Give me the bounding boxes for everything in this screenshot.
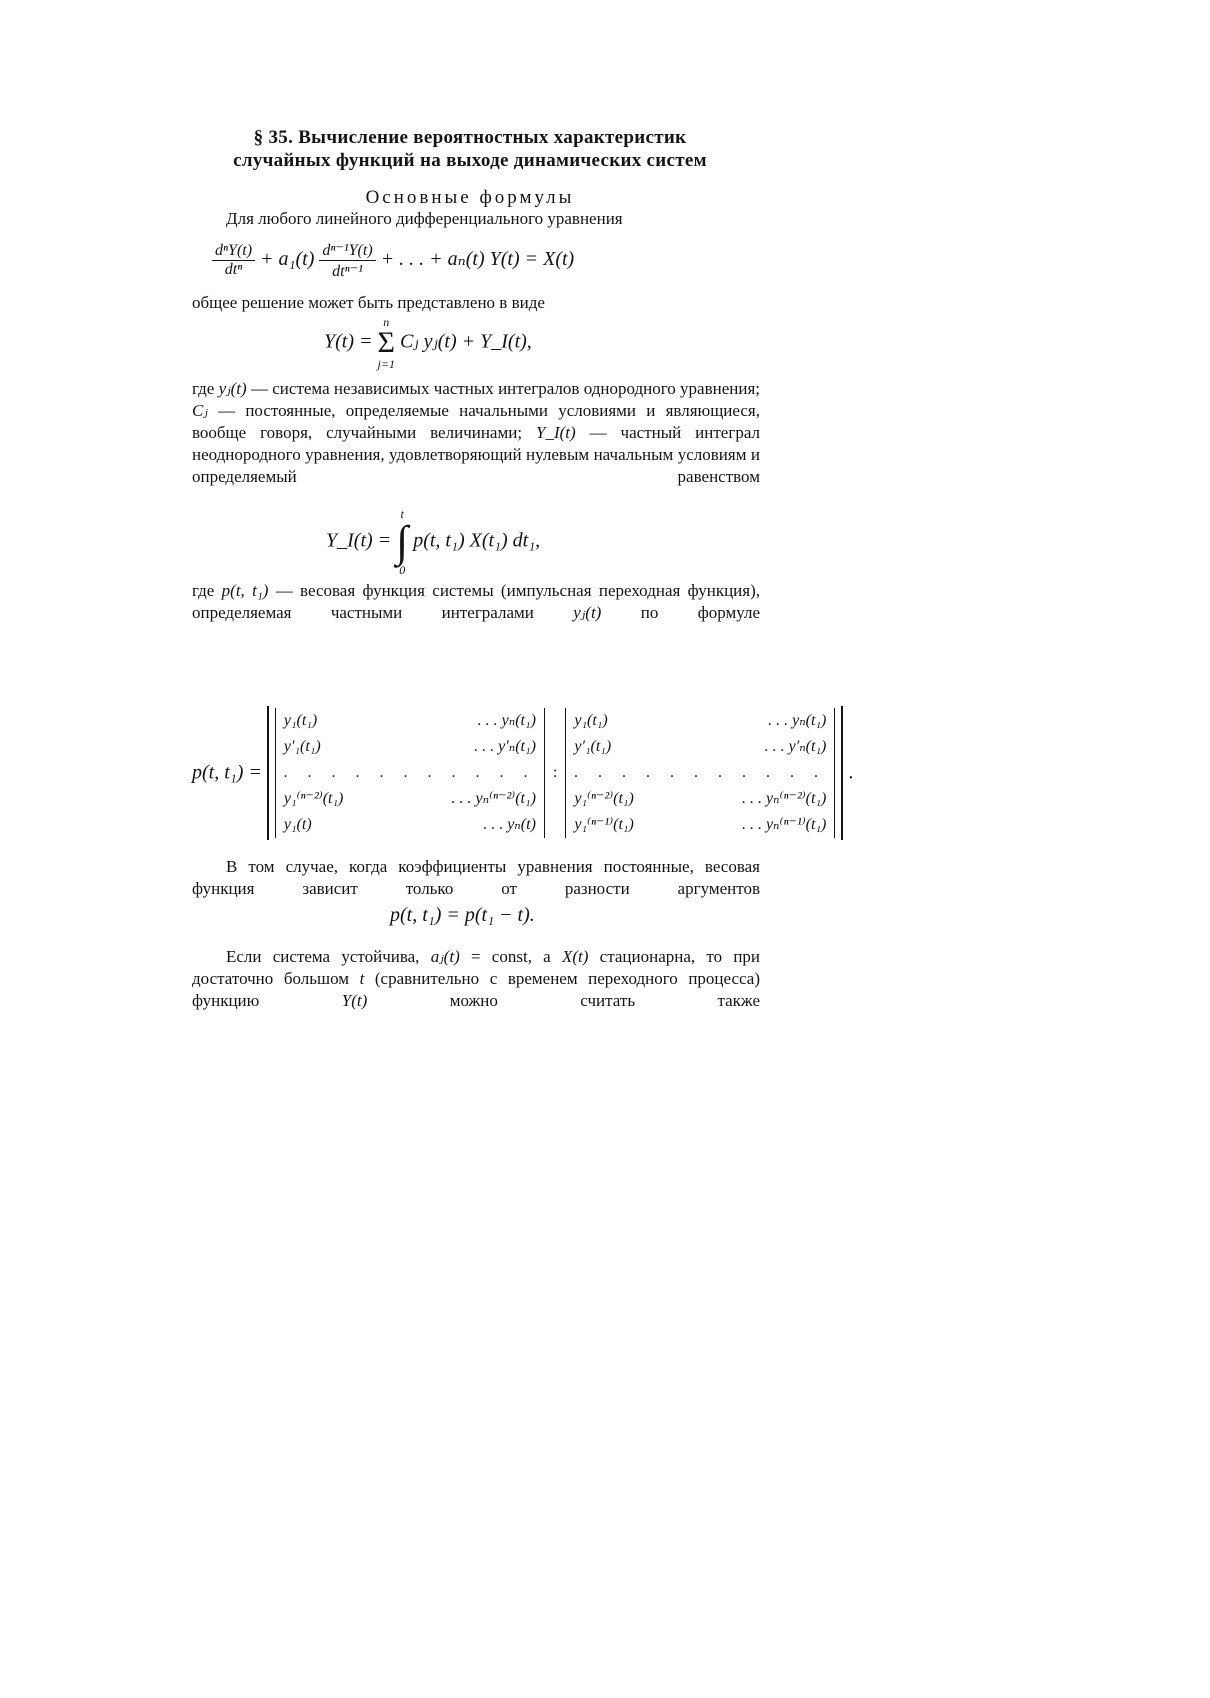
fraction-denominator: dtⁿ	[224, 261, 243, 278]
matrix-cell: y₁⁽ⁿ⁻¹⁾(t₁)	[574, 816, 634, 833]
inline-formula-cj: Cⱼ	[192, 401, 208, 420]
matrix-dots: . . . . . . . . . . .	[283, 764, 536, 781]
fraction-numerator: dⁿY(t)	[212, 242, 255, 261]
matrix-cell: y₁⁽ⁿ⁻²⁾(t₁)	[574, 790, 634, 807]
formula-argument-difference: p(t, t₁) = p(t₁ − t).	[390, 904, 535, 926]
integral-operator	[396, 508, 408, 576]
matrix-dots: . . . . . . . . . . .	[574, 764, 827, 781]
text-run: где	[192, 581, 215, 600]
inline-formula-t: t	[359, 969, 365, 988]
matrix-row	[574, 812, 826, 838]
fraction-numerator: dⁿ⁻¹Y(t)	[319, 240, 375, 261]
inline-formula-yi: Y_I(t)	[536, 423, 576, 442]
text-run: стационарна, то при достаточно большом	[192, 947, 761, 988]
ratio-bracket	[267, 706, 843, 840]
matrix-cell: y₁(t₁)	[283, 712, 318, 729]
matrix-cell: y₁(t₁)	[574, 712, 608, 729]
matrix-cell: . . . yₙ⁽ⁿ⁻²⁾(t₁)	[451, 790, 536, 807]
text-run: — система независимых частных интегралов однородного уравнения;	[250, 379, 760, 398]
integral-upper-limit: t	[400, 507, 404, 521]
fraction-term-1	[212, 242, 255, 279]
text-run: — весовая функция системы (импульсная переходная функция), определяемая частными интегралами	[192, 581, 761, 622]
matrix-row	[284, 708, 536, 734]
matrix-cell: . . . yₙ(t₁)	[768, 712, 827, 729]
determinant-denominator	[565, 708, 835, 838]
matrix-cell: y₁⁽ⁿ⁻²⁾(t₁)	[283, 790, 344, 807]
paragraph-general-solution: общее решение может быть представлено в виде	[192, 293, 545, 312]
ode-rest: + . . . + aₙ(t) Y(t) = X(t)	[380, 248, 575, 271]
ode-plus-a1: + a₁(t)	[260, 248, 315, 271]
integral-lhs: Y_I(t) =	[326, 529, 392, 552]
text-run: = const, а	[470, 947, 551, 966]
sum-upper-limit: n	[383, 315, 390, 329]
matrix-row	[284, 734, 536, 760]
inline-formula-x: X(t)	[561, 947, 589, 966]
section-heading	[180, 126, 760, 172]
fraction-denominator: dtⁿ⁻¹	[332, 263, 363, 280]
solution-rhs: Cⱼ yⱼ(t) + Y_I(t),	[399, 330, 532, 353]
text-run: по формуле	[640, 603, 761, 622]
inline-formula-yj: yⱼ(t)	[218, 379, 247, 398]
matrix-cell: y′₁(t₁)	[574, 738, 612, 755]
formula-particular-integral	[326, 508, 540, 576]
sigma-symbol: Σ	[377, 326, 395, 359]
subheading: Основные формулы	[365, 187, 575, 208]
matrix-row	[574, 734, 826, 760]
sum-lower-limit: j=1	[377, 357, 395, 371]
integral-rhs: p(t, t₁) X(t₁) dt₁,	[413, 529, 541, 552]
solution-lhs: Y(t) =	[324, 330, 373, 353]
matrix-cell: y′₁(t₁)	[283, 738, 321, 755]
sum-operator	[378, 316, 395, 370]
matrix-cell: . . . yₙ(t)	[483, 816, 536, 833]
inline-formula-yj: yⱼ(t)	[573, 603, 602, 622]
matrix-row	[574, 786, 826, 812]
inline-formula-p: p(t, t₁)	[221, 581, 269, 600]
section-heading-line-2: случайных функций на выходе динамических систем	[233, 150, 707, 171]
matrix-row	[284, 760, 536, 786]
paragraph-where-p	[192, 580, 760, 624]
text-run: — постоянные, определяемые начальными условиями и являющиеся, вообще говоря, случайными величинами;	[192, 401, 760, 442]
formula-general-solution	[324, 316, 532, 370]
matrix-row	[574, 708, 826, 734]
formula-weight-function	[192, 706, 853, 840]
text-run: где	[192, 379, 215, 398]
paragraph-where-y	[192, 378, 760, 488]
matrix-row	[284, 786, 536, 812]
paragraph-constant-case: В том случае, когда коэффициенты уравнения постоянные, весовая функция зависит только от разности аргументов	[192, 857, 760, 898]
ratio-divider: :	[552, 763, 558, 781]
text-run: Если система устойчива,	[226, 947, 420, 966]
matrix-cell: . . . yₙ(t₁)	[477, 712, 536, 729]
paragraph-intro: Для любого линейного дифференциального уравнения	[226, 209, 623, 228]
text-run: (сравнительно с временем переходного процесса) функцию	[192, 969, 760, 1010]
matrix-cell: . . . y′ₙ(t₁)	[474, 738, 536, 755]
determinant-numerator	[275, 708, 545, 838]
formula-differential-equation	[212, 240, 574, 281]
matrix-row	[284, 812, 536, 838]
matrix-cell: . . . yₙ⁽ⁿ⁻²⁾(t₁)	[741, 790, 827, 807]
fraction-term-2	[319, 240, 375, 281]
matrix-cell: . . . y′ₙ(t₁)	[764, 738, 827, 755]
text-run: — частный интеграл неоднородного уравнения, удовлетворяющий нулевым начальным условиям и определяемый равенством	[192, 423, 760, 486]
integral-symbol: ∫	[396, 517, 409, 566]
matrix-cell: . . . yₙ⁽ⁿ⁻¹⁾(t₁)	[741, 816, 827, 833]
matrix-row	[574, 760, 826, 786]
matrix-cell: y₁(t)	[283, 816, 312, 833]
text-run: можно считать также	[449, 991, 761, 1010]
inline-formula-aj: aⱼ(t)	[430, 947, 460, 966]
section-heading-line-1: § 35. Вычисление вероятностных характеристик	[253, 127, 687, 148]
paragraph-stable-system	[192, 946, 760, 1012]
matrix-end: .	[848, 761, 854, 784]
matrix-lhs: p(t, t₁) =	[192, 761, 262, 784]
inline-formula-y: Y(t)	[341, 991, 368, 1010]
integral-lower-limit: 0	[399, 563, 406, 577]
